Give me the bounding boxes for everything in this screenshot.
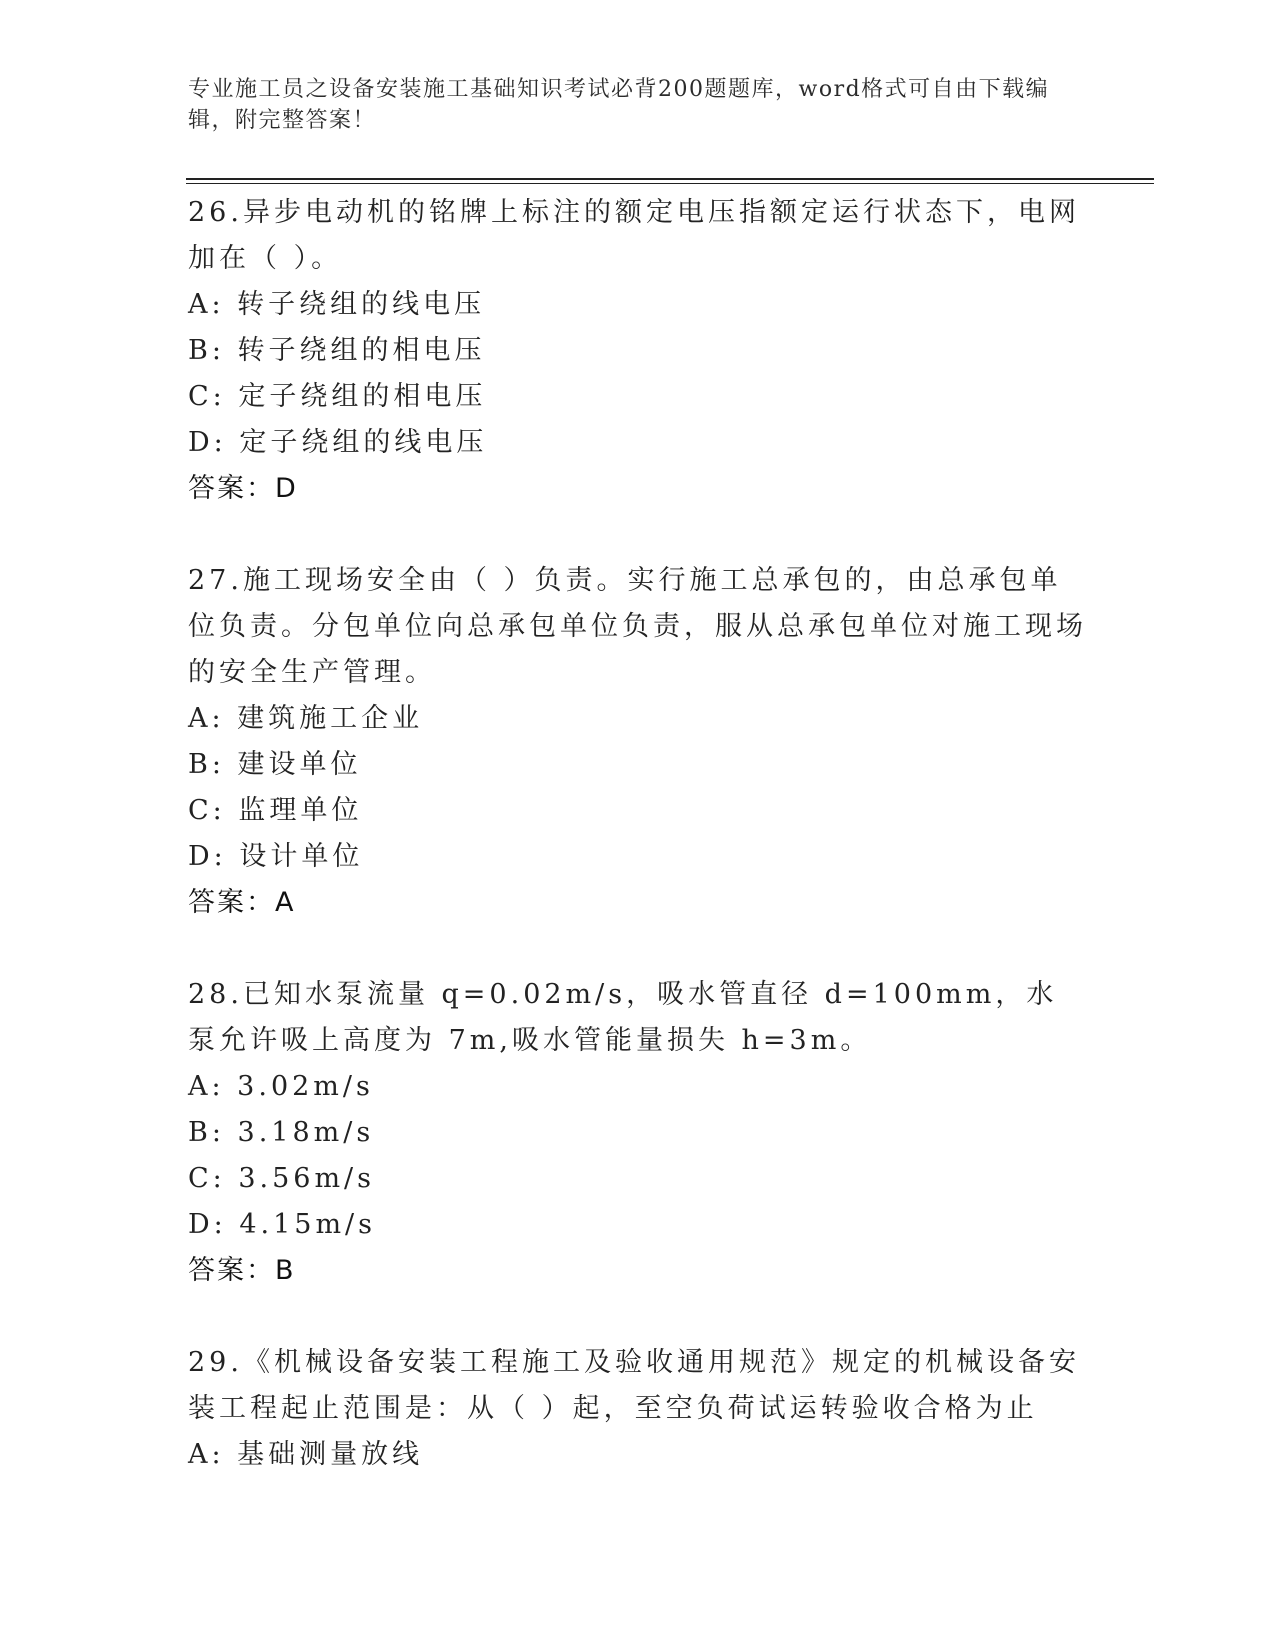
option-d: D: 设计单位 — [188, 841, 364, 872]
option-b: B: 建设单位 — [188, 749, 362, 780]
question-stem: 29.《机械设备安装工程施工及验收通用规范》规定的机械设备安装工程起止范围是：从（ ）起，至空负荷试运转验收合格为止 — [188, 1347, 1080, 1424]
option-a: A: 转子绕组的线电压 — [188, 289, 486, 320]
question-28 — [188, 972, 1088, 1294]
question-stem: 28.已知水泵流量 q=0.02m/s，吸水管直径 d=100mm，水泵允许吸上高度为 7m,吸水管能量损失 h=3m。 — [188, 979, 1058, 1056]
option-c: C: 定子绕组的相电压 — [188, 381, 487, 412]
option-b: B: 3.18m/s — [188, 1117, 375, 1148]
option-a: A: 建筑施工企业 — [188, 703, 424, 734]
answer: 答案：A — [188, 887, 296, 918]
option-a: A: 3.02m/s — [188, 1071, 374, 1102]
question-29 — [188, 1340, 1088, 1478]
question-stem: 27.施工现场安全由（ ）负责。实行施工总承包的，由总承包单位负责。分包单位向总承包单位负责，服从总承包单位对施工现场的安全生产管理。 — [188, 565, 1087, 688]
question-list — [188, 190, 1088, 1524]
answer: 答案：B — [188, 1255, 296, 1286]
question-stem: 26.异步电动机的铭牌上标注的额定电压指额定运行状态下，电网加在（ ）。 — [188, 197, 1080, 274]
option-d: D: 定子绕组的线电压 — [188, 427, 488, 458]
document-header: 专业施工员之设备安装施工基础知识考试必背200题题库，word格式可自由下载编辑，附完整答案！ — [188, 77, 1050, 133]
option-b: B: 转子绕组的相电压 — [188, 335, 486, 366]
question-27 — [188, 558, 1088, 926]
option-c: C: 监理单位 — [188, 795, 363, 826]
option-a: A: 基础测量放线 — [188, 1439, 424, 1470]
question-26 — [188, 190, 1088, 512]
option-c: C: 3.56m/s — [188, 1163, 376, 1194]
answer: 答案：D — [188, 473, 298, 504]
header-divider-thick — [186, 178, 1154, 180]
option-d: D: 4.15m/s — [188, 1209, 376, 1240]
header-divider-thin — [186, 183, 1154, 184]
